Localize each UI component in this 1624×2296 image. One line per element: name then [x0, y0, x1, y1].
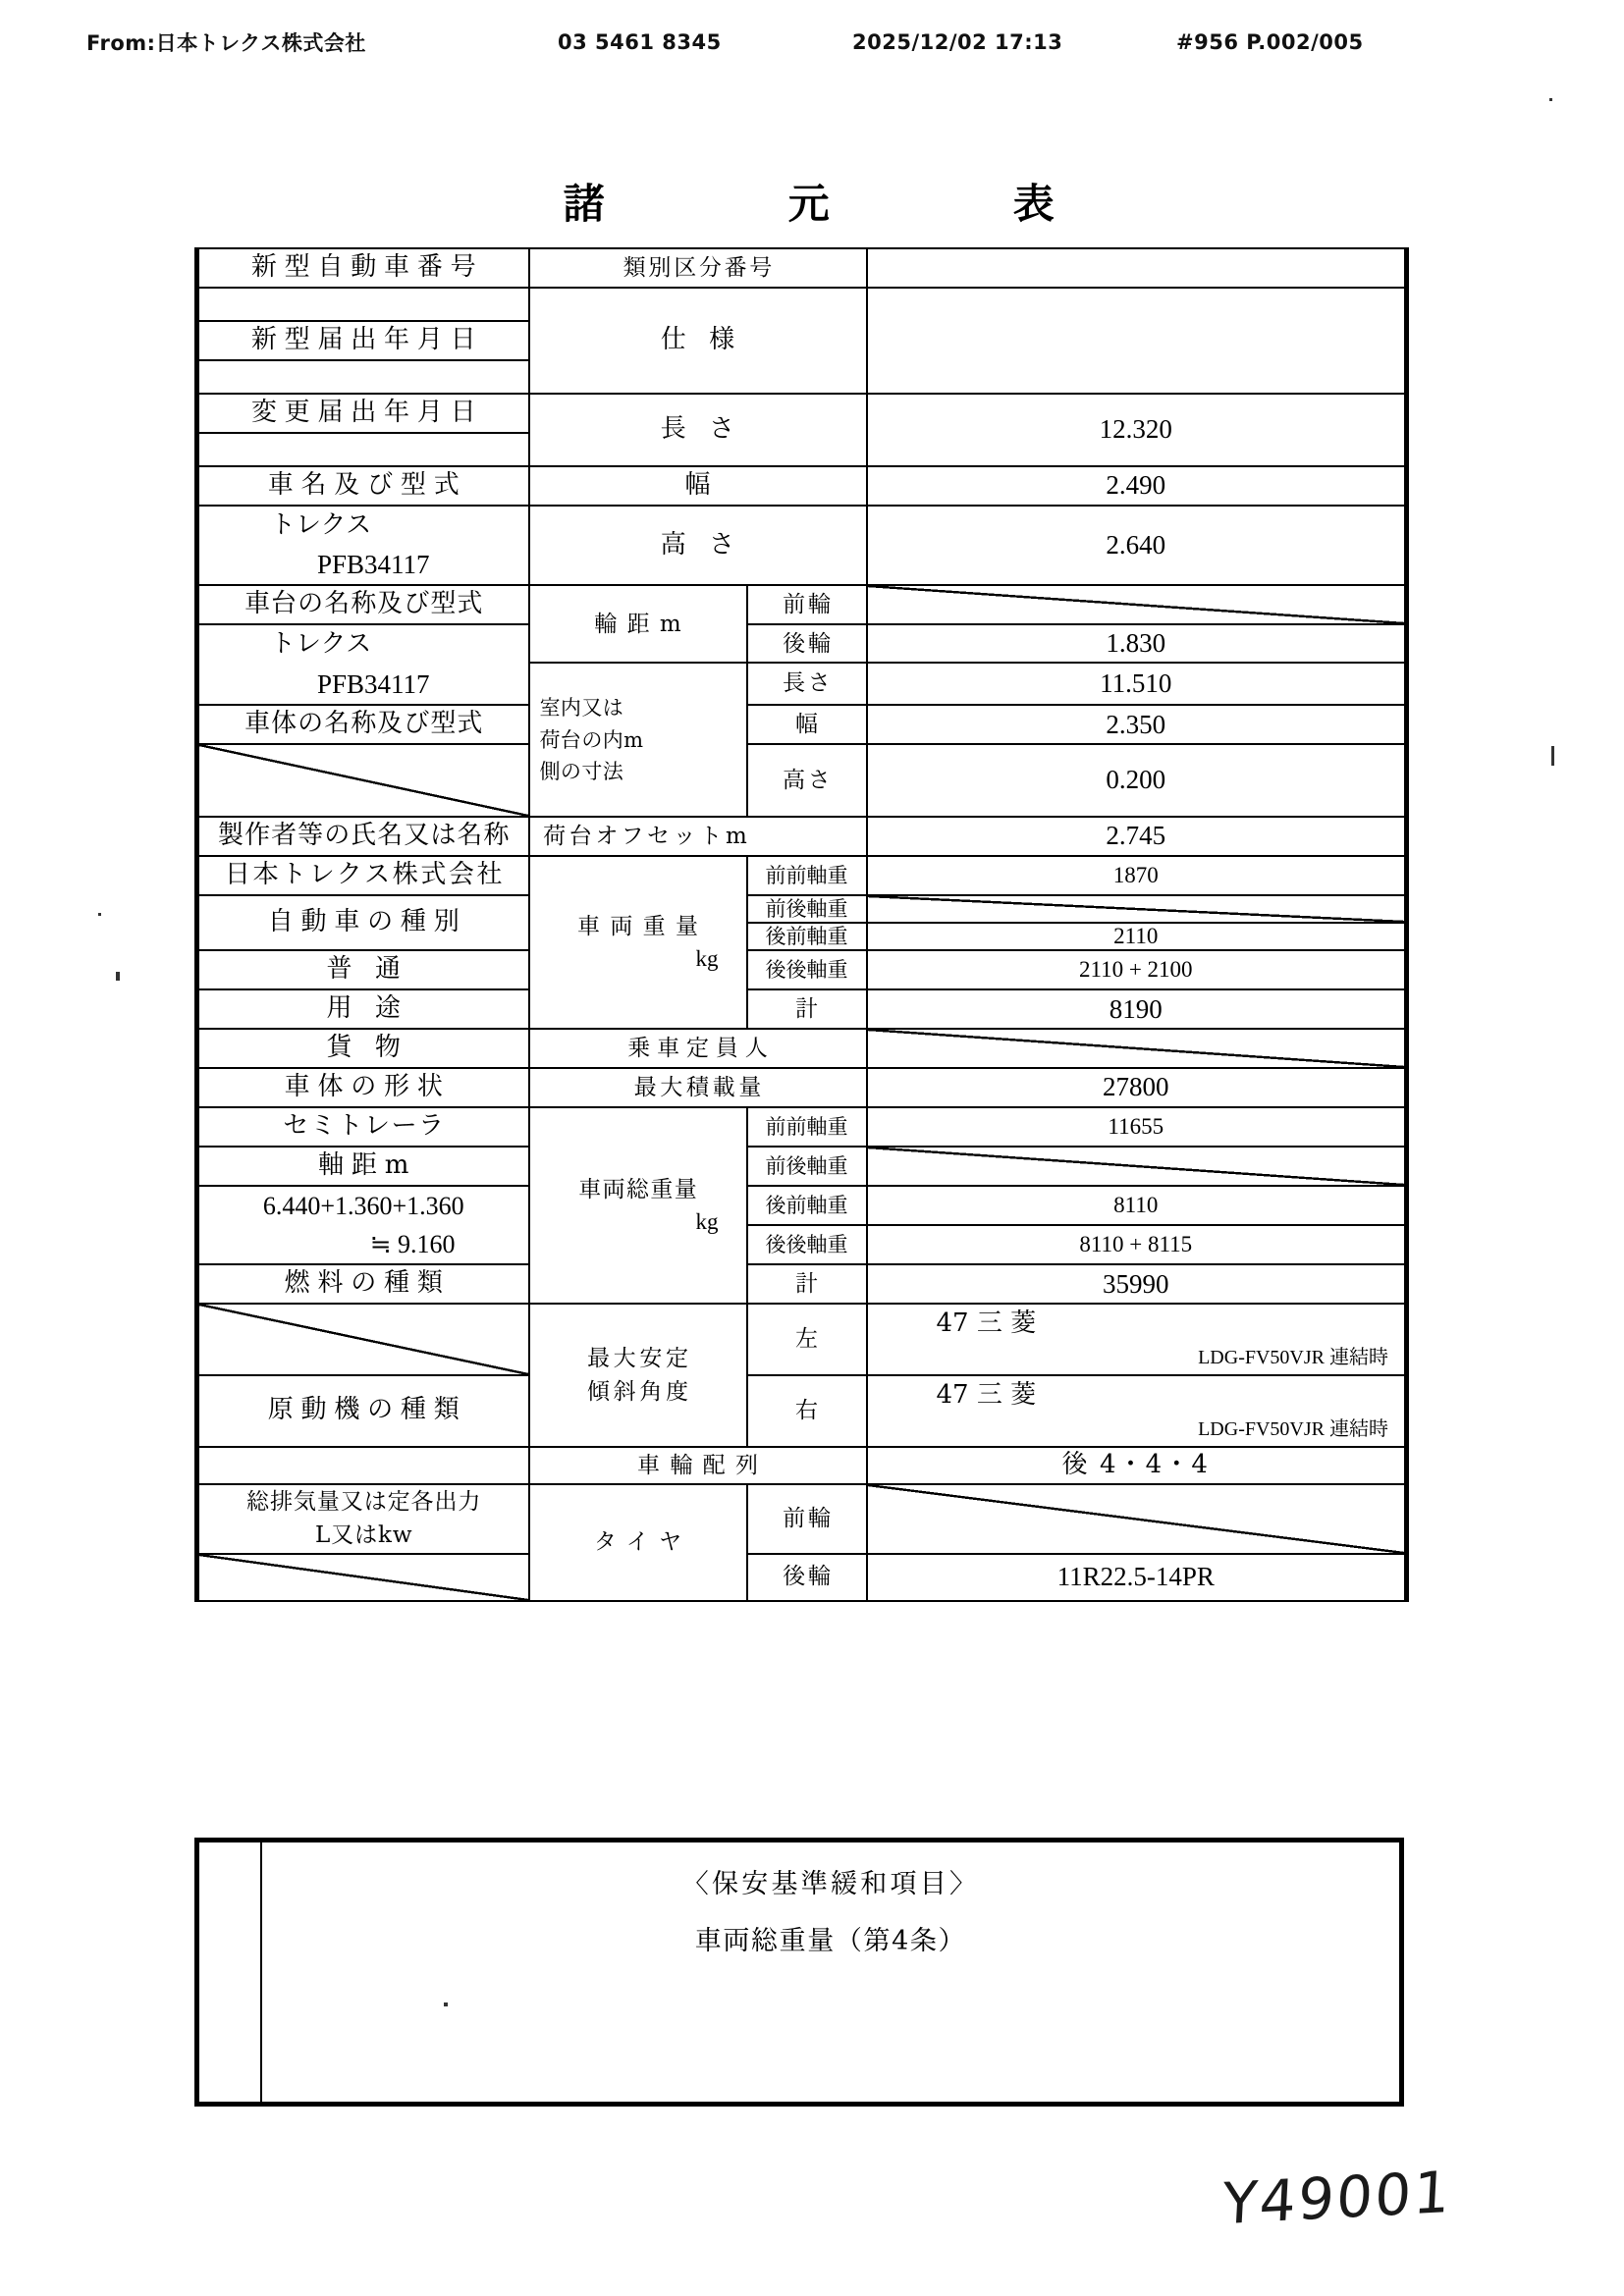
- cargo-inner-label-line3: 側の寸法: [539, 759, 624, 783]
- cell-body-shape-value: [197, 1107, 529, 1147]
- cell-body-name-model-value: [197, 744, 529, 817]
- cell-body-name-model-label: [197, 705, 529, 744]
- cell-gw-rear-front-label: [747, 1186, 867, 1225]
- width-value: 2.490: [1106, 470, 1166, 501]
- max-load-label: 最大積載量: [633, 1074, 766, 1100]
- vehicle-weight-unit: kg: [695, 945, 719, 971]
- table-row: [197, 1186, 1407, 1225]
- gw-front-front-label: 前前軸重: [765, 1114, 848, 1139]
- table-row: [197, 1068, 1407, 1107]
- cargo-inner-label-line1: 室内又は: [539, 696, 624, 721]
- bed-offset-value: 2.745: [1106, 821, 1166, 851]
- cell-height-label: [529, 506, 867, 586]
- cell-tread-rear-label: [747, 624, 867, 663]
- manufacturer-value: 日本トレクス株式会社: [224, 859, 506, 889]
- cell-width-label: [529, 466, 867, 506]
- tread-front-value: [868, 602, 1405, 608]
- cell-spec-label: [529, 288, 867, 394]
- fax-sender: From:日本トレクス株式会社: [86, 31, 366, 55]
- vehicle-type-value: 普通: [326, 954, 424, 985]
- chassis-name-model-value-line2: PFB34117: [317, 668, 430, 699]
- wheelbase-label: 軸距m: [318, 1149, 417, 1180]
- cell-engine-type-label: [197, 1375, 529, 1447]
- cell-gw-rear-rear-label: [747, 1225, 867, 1264]
- cell-fuel-type-value: [197, 1304, 529, 1375]
- gw-front-rear-label: 前後軸重: [765, 1153, 848, 1178]
- table-row: [197, 950, 1407, 989]
- cell-capacity-label: [529, 1029, 867, 1068]
- cell-category-number-value: [867, 248, 1407, 288]
- gw-rear-rear-value: 8110 + 8115: [1079, 1231, 1193, 1256]
- cell-stability-label: [529, 1304, 747, 1447]
- gross-weight-unit: kg: [695, 1208, 719, 1234]
- table-row: [197, 989, 1407, 1029]
- width-label: 幅: [684, 469, 719, 500]
- cell-length-value: [867, 394, 1407, 466]
- fax-phone: 03 5461 8345: [558, 30, 722, 54]
- table-row: [197, 744, 1407, 817]
- category-number-value: [868, 265, 1405, 271]
- tread-rear-label: 後輪: [783, 630, 834, 657]
- table-row: [197, 466, 1407, 506]
- gross-weight-label: 車両総重量: [578, 1176, 699, 1202]
- cell-vehicle-name-model-value: [197, 506, 529, 586]
- cell-tread-label: [529, 585, 747, 663]
- stability-left-label: 左: [794, 1326, 821, 1353]
- table-row: [197, 1147, 1407, 1186]
- tire-label: タイヤ: [593, 1528, 692, 1555]
- fax-speck: [1551, 746, 1554, 766]
- cell-gw-front-front-label: [747, 1107, 867, 1147]
- change-notification-date-label: 変更届出年月日: [250, 397, 484, 427]
- cell-vw-total-label: [747, 989, 867, 1029]
- usage-label: 用途: [326, 993, 424, 1024]
- vehicle-name-model-value-line1: トレクス: [270, 509, 372, 540]
- usage-value: 貨物: [326, 1033, 424, 1063]
- gw-total-label: 計: [794, 1270, 821, 1297]
- cell-change-notification-date-value: [197, 433, 529, 466]
- cell-stability-left-label: [747, 1304, 867, 1375]
- cell-chassis-name-model-label: [197, 585, 529, 624]
- cell-vw-front-front-value: [867, 856, 1407, 895]
- cell-tread-front-value: [867, 585, 1407, 624]
- cell-cargo-length-label: [747, 663, 867, 705]
- table-row: [197, 1029, 1407, 1068]
- cell-tire-front-label: [747, 1484, 867, 1554]
- cell-vehicle-name-model-label: [197, 466, 529, 506]
- chassis-name-model-label: 車台の名称及び型式: [244, 589, 484, 619]
- cargo-height-label: 高さ: [783, 767, 834, 793]
- gw-rear-front-value: 8110: [1113, 1192, 1159, 1217]
- cell-change-notification-date-label: [197, 394, 529, 433]
- cargo-width-label: 幅: [794, 711, 821, 737]
- capacity-value: [868, 1045, 1405, 1051]
- cell-gw-front-front-value: [867, 1107, 1407, 1147]
- table-row: [197, 585, 1407, 624]
- vw-rear-rear-label: 後後軸重: [765, 958, 848, 983]
- cell-tire-rear-value: [867, 1554, 1407, 1601]
- relaxation-item: 車両総重量（第4条）: [694, 1926, 967, 1956]
- body-name-model-label: 車体の名称及び型式: [244, 709, 484, 739]
- cell-tread-front-label: [747, 585, 867, 624]
- cell-height-value: [867, 506, 1407, 586]
- tread-front-label: 前輪: [783, 592, 834, 618]
- cell-max-load-value: [867, 1068, 1407, 1107]
- cell-vw-rear-front-value: [867, 923, 1407, 950]
- relaxation-inner-panel: [260, 1842, 1399, 2102]
- vw-rear-front-value: 2110: [1113, 923, 1159, 948]
- vw-front-rear-value: [868, 906, 1405, 912]
- cell-vehicle-type-label: [197, 895, 529, 951]
- cell-bed-offset-label: [529, 817, 867, 856]
- cell-length-label: [529, 394, 867, 466]
- cargo-width-value: 2.350: [1106, 709, 1166, 739]
- cell-wheel-arrangement-label: [529, 1447, 867, 1484]
- cell-vehicle-type-value: [197, 950, 529, 989]
- safety-standard-relaxation-box: [194, 1838, 1404, 2107]
- stability-right-label: 右: [794, 1398, 821, 1424]
- cell-gross-weight-label: [529, 1107, 747, 1304]
- cell-stability-right-label: [747, 1375, 867, 1447]
- stability-right-value-line1: 47 三 菱: [936, 1379, 1037, 1410]
- cell-stability-right-value: [867, 1375, 1407, 1447]
- vw-rear-front-label: 後前軸重: [765, 925, 848, 949]
- cell-gw-front-rear-value: [867, 1147, 1407, 1186]
- fax-speck: [444, 2002, 448, 2006]
- fax-header: [86, 26, 1540, 59]
- cell-tire-rear-label: [747, 1554, 867, 1601]
- displacement-label-line2: L又はkw: [314, 1522, 413, 1549]
- table-row: [197, 624, 1407, 663]
- gw-total-value: 35990: [1103, 1268, 1169, 1299]
- fax-speck: [116, 972, 120, 981]
- cell-cargo-length-value: [867, 663, 1407, 705]
- table-row: [197, 1484, 1407, 1554]
- table-row: [197, 1264, 1407, 1304]
- length-value: 12.320: [1099, 414, 1172, 445]
- table-row: [197, 248, 1407, 288]
- relaxation-title: 〈保安基準緩和項目〉: [681, 1869, 980, 1899]
- cell-new-model-number-value: [197, 288, 529, 321]
- cell-tire-front-value: [867, 1484, 1407, 1554]
- spec-label: 仕様: [660, 324, 758, 354]
- cell-cargo-width-value: [867, 705, 1407, 744]
- cell-chassis-name-model-value: [197, 624, 529, 705]
- tire-rear-label: 後輪: [783, 1564, 834, 1590]
- engine-type-value: [199, 1463, 528, 1468]
- stability-label-line1: 最大安定: [586, 1345, 692, 1371]
- displacement-value: [199, 1575, 528, 1580]
- cell-wheelbase-value: [197, 1186, 529, 1265]
- wheelbase-value-line2: ≒ 9.160: [369, 1229, 456, 1258]
- cell-new-notification-date-label: [197, 321, 529, 360]
- cell-usage-value: [197, 1029, 529, 1068]
- cell-manufacturer-label: [197, 817, 529, 856]
- stability-right-value-line2: LDG-FV50VJR 連結時: [1198, 1418, 1388, 1441]
- change-notification-date-value: [199, 447, 528, 453]
- cell-usage-label: [197, 989, 529, 1029]
- tread-label: 輪距m: [594, 611, 692, 637]
- cell-width-value: [867, 466, 1407, 506]
- cell-cargo-width-label: [747, 705, 867, 744]
- new-notification-date-label: 新型届出年月日: [250, 324, 484, 354]
- tire-rear-value: 11R22.5-14PR: [1056, 1562, 1215, 1592]
- tread-rear-value: 1.830: [1106, 628, 1166, 659]
- cell-vw-rear-rear-label: [747, 950, 867, 989]
- bed-offset-label: 荷台オフセットm: [543, 823, 751, 849]
- cell-capacity-value: [867, 1029, 1407, 1068]
- table-row: [197, 1107, 1407, 1147]
- vw-rear-rear-value: 2110 + 2100: [1078, 957, 1193, 983]
- cell-displacement-label: [197, 1484, 529, 1554]
- stability-left-value-line1: 47 三 菱: [936, 1308, 1037, 1339]
- height-label: 高さ: [660, 529, 758, 560]
- displacement-label-line1: 総排気量又は定各出力: [246, 1488, 482, 1515]
- cell-wheel-arrangement-value: [867, 1447, 1407, 1484]
- vehicle-name-model-label: 車名及び型式: [267, 469, 467, 500]
- cell-new-notification-date-value: [197, 360, 529, 394]
- cell-fuel-type-label: [197, 1264, 529, 1304]
- fax-speck: [98, 913, 101, 916]
- cell-vw-front-rear-value: [867, 895, 1407, 923]
- cell-displacement-value: [197, 1554, 529, 1601]
- vehicle-name-model-value-line2: PFB34117: [317, 549, 430, 579]
- category-number-label: 類別区分番号: [623, 254, 776, 281]
- body-shape-label: 車体の形状: [284, 1072, 451, 1101]
- vw-front-rear-label: 前後軸重: [765, 896, 848, 921]
- gw-front-rear-value: [868, 1163, 1405, 1169]
- cell-gw-total-label: [747, 1264, 867, 1304]
- gw-rear-front-label: 後前軸重: [765, 1193, 848, 1217]
- cell-max-load-label: [529, 1068, 867, 1107]
- wheelbase-value-line1: 6.440+1.360+1.360: [262, 1191, 464, 1220]
- table-row: [197, 1447, 1407, 1484]
- vw-front-front-value: 1870: [1112, 862, 1159, 887]
- new-model-number-label: 新型自動車番号: [250, 252, 484, 282]
- new-model-number-value: [199, 301, 528, 307]
- vw-front-front-label: 前前軸重: [765, 863, 848, 887]
- cell-bed-offset-value: [867, 817, 1407, 856]
- wheel-arrangement-value: 後 4・4・4: [1061, 1449, 1210, 1479]
- engine-type-label: 原動機の種類: [267, 1395, 467, 1425]
- fuel-type-label: 燃料の種類: [284, 1268, 451, 1299]
- fax-timestamp: 2025/12/02 17:13: [852, 30, 1063, 54]
- cell-vw-total-value: [867, 989, 1407, 1029]
- cell-vw-rear-rear-value: [867, 950, 1407, 989]
- table-row: [197, 1304, 1407, 1375]
- cell-cargo-height-value: [867, 744, 1407, 817]
- cell-manufacturer-value: [197, 856, 529, 895]
- cargo-inner-label-line2: 荷台の内m: [539, 727, 644, 752]
- cargo-length-value: 11.510: [1100, 668, 1172, 699]
- cargo-length-label: 長さ: [783, 670, 834, 697]
- title-char-3: 表: [1012, 180, 1067, 228]
- cell-tread-rear-value: [867, 624, 1407, 663]
- cell-cargo-inner-label: [529, 663, 747, 817]
- fuel-type-value: [199, 1337, 528, 1343]
- cell-gw-rear-rear-value: [867, 1225, 1407, 1264]
- vw-total-label: 計: [794, 995, 821, 1022]
- gw-rear-rear-label: 後後軸重: [765, 1233, 848, 1256]
- height-value: 2.640: [1106, 529, 1166, 560]
- table-row: [197, 1554, 1407, 1601]
- table-row: [197, 817, 1407, 856]
- title-char-2: 元: [787, 180, 842, 228]
- cell-tire-label: [529, 1484, 747, 1601]
- chassis-name-model-value-line1: トレクス: [270, 629, 372, 660]
- cell-stability-left-value: [867, 1304, 1407, 1375]
- table-row: [197, 895, 1407, 923]
- cell-gw-total-value: [867, 1264, 1407, 1304]
- handwritten-reference-number: Y49001: [1220, 2158, 1454, 2238]
- cell-category-number-label: [529, 248, 867, 288]
- new-notification-date-value: [199, 374, 528, 380]
- table-row: [197, 506, 1407, 586]
- stability-left-value-line2: LDG-FV50VJR 連結時: [1198, 1347, 1388, 1369]
- cell-new-model-number-label: [197, 248, 529, 288]
- wheel-arrangement-label: 車輪配列: [636, 1452, 769, 1478]
- table-row: [197, 705, 1407, 744]
- cell-vehicle-weight-label: [529, 856, 747, 1029]
- cell-vw-rear-front-label: [747, 923, 867, 950]
- length-label: 長さ: [660, 413, 758, 444]
- cell-spec-value: [867, 288, 1407, 394]
- body-name-model-value: [199, 777, 528, 783]
- document-title: [461, 172, 1168, 231]
- vehicle-weight-label: 車両重量: [576, 913, 709, 939]
- cell-engine-type-value: [197, 1447, 529, 1484]
- cell-wheelbase-label: [197, 1147, 529, 1186]
- capacity-label: 乗車定員人: [627, 1035, 775, 1061]
- gw-front-front-value: 11655: [1108, 1113, 1164, 1139]
- body-shape-value: セミトレーラ: [283, 1110, 446, 1141]
- table-row: [197, 856, 1407, 895]
- cell-body-shape-label: [197, 1068, 529, 1107]
- cell-vw-front-rear-label: [747, 895, 867, 923]
- fax-speck: [1549, 98, 1552, 101]
- title-char-1: 諸: [563, 180, 618, 228]
- cargo-height-value: 0.200: [1106, 765, 1166, 795]
- cell-vw-front-front-label: [747, 856, 867, 895]
- specification-table: [194, 247, 1409, 1602]
- vw-total-value: 8190: [1109, 993, 1163, 1024]
- table-row: [197, 1375, 1407, 1447]
- spec-value: [868, 338, 1405, 344]
- tire-front-value: [868, 1516, 1405, 1522]
- cell-gw-rear-front-value: [867, 1186, 1407, 1225]
- fax-page-count: #956 P.002/005: [1176, 30, 1364, 54]
- cell-cargo-height-label: [747, 744, 867, 817]
- max-load-value: 27800: [1103, 1072, 1169, 1102]
- table-row: [197, 394, 1407, 433]
- tire-front-label: 前輪: [783, 1505, 834, 1531]
- manufacturer-label: 製作者等の氏名又は名称: [218, 820, 511, 850]
- cell-gw-front-rear-label: [747, 1147, 867, 1186]
- vehicle-type-label: 自動車の種別: [267, 907, 467, 937]
- table-row: [197, 288, 1407, 321]
- stability-label-line2: 傾斜角度: [586, 1378, 692, 1405]
